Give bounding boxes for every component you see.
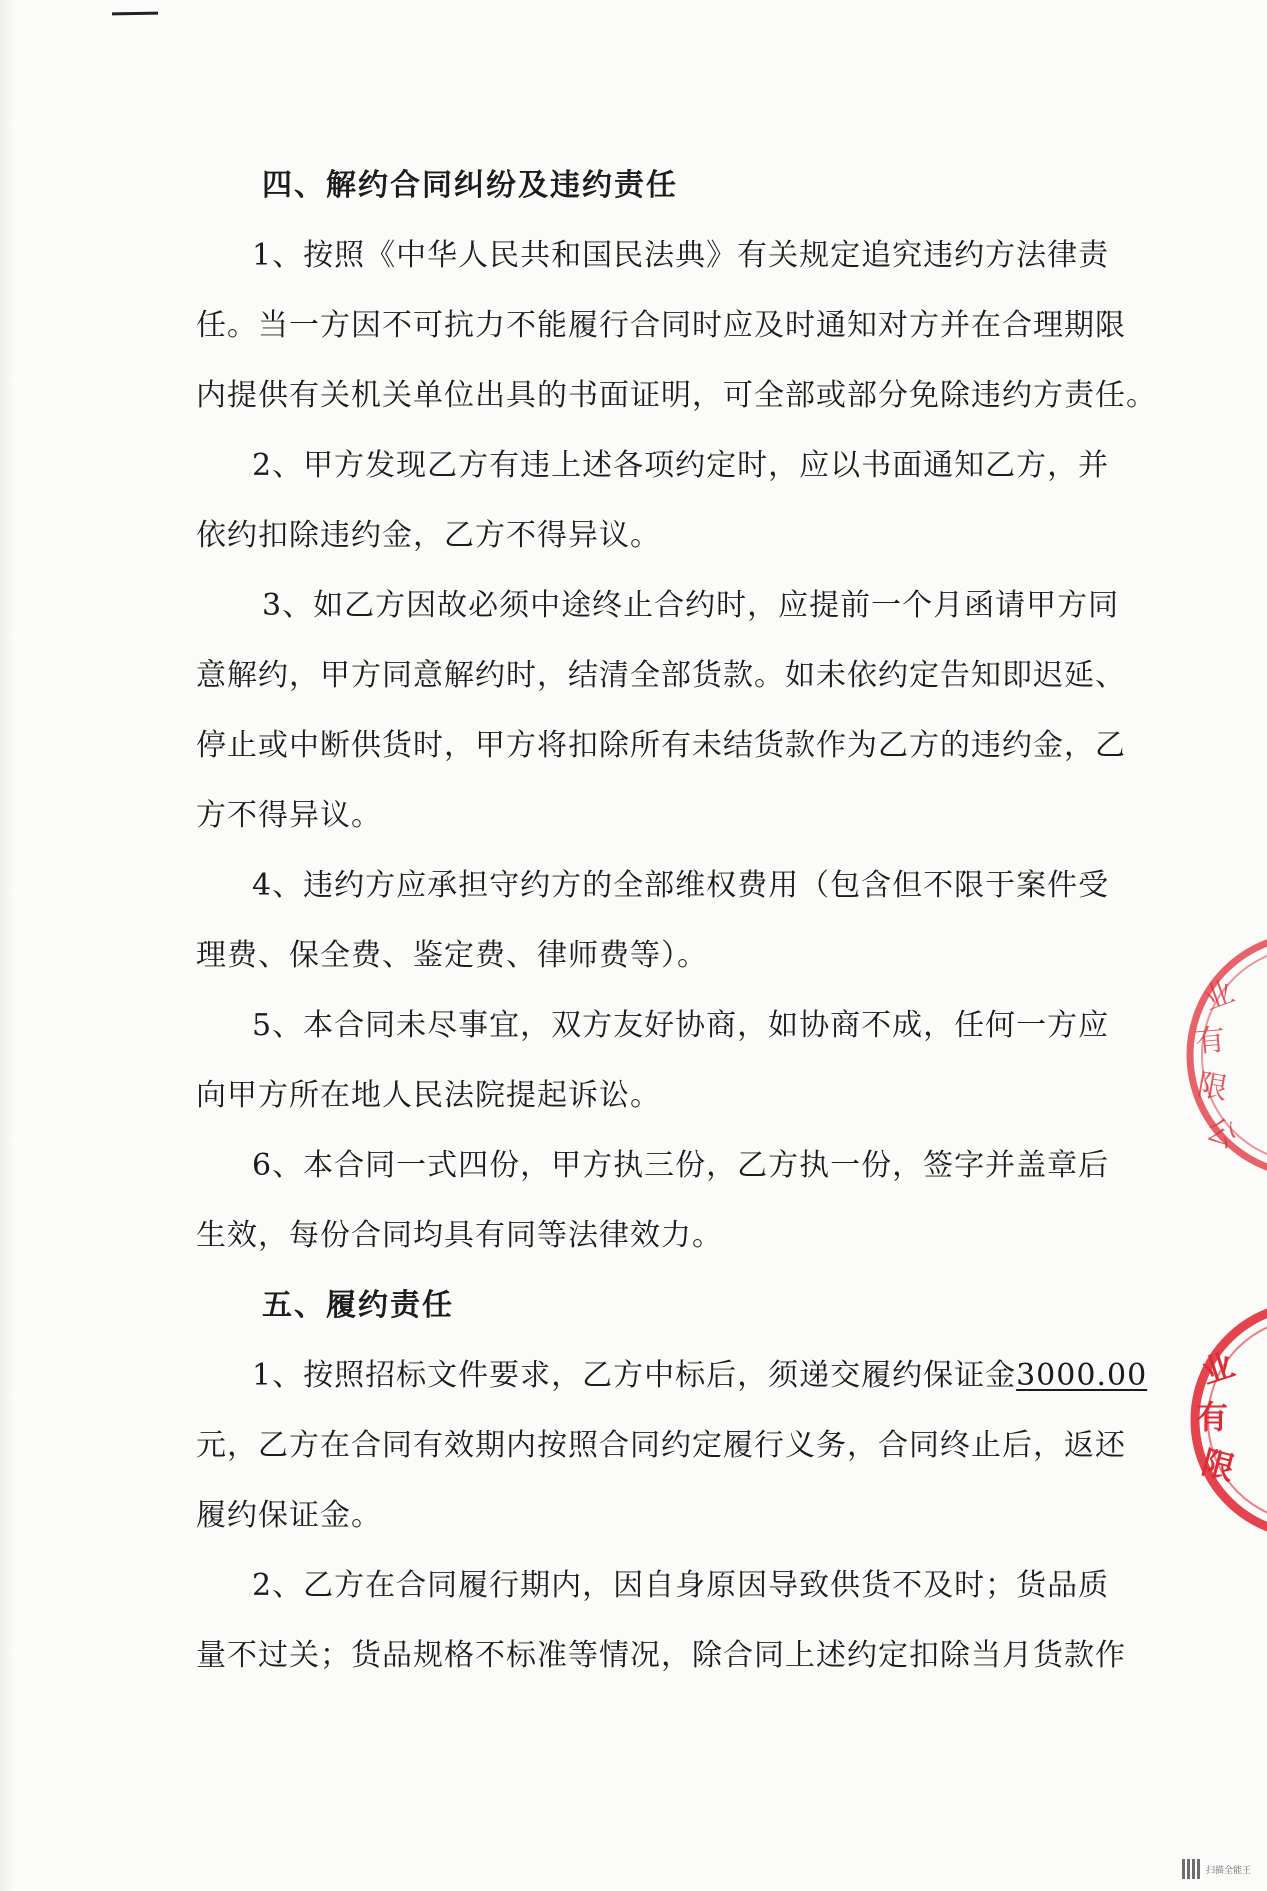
section-4-title: 四、解约合同纠纷及违约责任 (262, 168, 678, 203)
s5-item1-line1 (252, 1356, 1212, 1396)
company-seal-2 (1160, 1300, 1267, 1540)
svg-text:限: 限 (1197, 1443, 1239, 1489)
deposit-amount: 3000.00 (1016, 1358, 1148, 1393)
s4-item3-line4: 方不得异议。 (196, 798, 382, 833)
svg-text:业: 业 (1198, 974, 1239, 1018)
scanner-watermark (1182, 1858, 1262, 1880)
s4-item2-line1: 2、甲方发现乙方有违上述各项约定时，应以书面通知乙方，并 (252, 448, 1110, 483)
watermark-text: 扫描全能王 (1206, 1865, 1252, 1876)
s4-item2-line2: 依约扣除违约金，乙方不得异议。 (196, 518, 661, 553)
scan-artifact-mark (112, 12, 158, 16)
s4-item6-line2: 生效，每份合同均具有同等法律效力。 (196, 1218, 723, 1253)
qr-code-icon (1182, 1859, 1202, 1879)
company-seal-1 (1160, 930, 1267, 1180)
s4-item5-line2: 向甲方所在地人民法院提起诉讼。 (196, 1078, 661, 1113)
s4-item4-line2: 理费、保全费、鉴定费、律师费等）。 (196, 938, 708, 973)
s5-item2-line1: 2、乙方在合同履行期内，因自身原因导致供货不及时；货品质 (252, 1568, 1110, 1603)
s4-item1-line2: 任。当一方因不可抗力不能履行合同时应及时通知对方并在合理期限 (196, 308, 1126, 343)
svg-text:有: 有 (1193, 1022, 1227, 1060)
s4-item6-line1: 6、本合同一式四份，甲方执三份，乙方执一份，签字并盖章后 (252, 1148, 1110, 1183)
s4-item1-line3: 内提供有关机关单位出具的书面证明，可全部或部分免除违约方责任。 (196, 378, 1157, 413)
s4-item3-line1: 3、如乙方因故必须中途终止合约时，应提前一个月函请甲方同 (262, 588, 1120, 623)
svg-text:业: 业 (1196, 1345, 1239, 1392)
svg-text:公: 公 (1200, 1111, 1243, 1156)
s4-item3-line3: 停止或中断供货时，甲方将扣除所有未结货款作为乙方的违约金，乙 (196, 728, 1126, 763)
s5-item1-line3: 履约保证金。 (196, 1498, 382, 1533)
s4-item1-line1: 1、按照《中华人民共和国民法典》有关规定追究违约方法律责 (252, 238, 1110, 273)
svg-text:有: 有 (1196, 1398, 1229, 1436)
scan-edge-shadow (0, 0, 14, 1891)
s5-item1-line2: 元，乙方在合同有效期内按照合同约定履行义务，合同终止后，返还 (196, 1428, 1126, 1463)
svg-text:限: 限 (1194, 1067, 1231, 1108)
s4-item5-line1: 5、本合同未尽事宜，双方友好协商，如协商不成，任何一方应 (252, 1008, 1110, 1043)
s4-item3-line2: 意解约，甲方同意解约时，结清全部货款。如未依约定告知即迟延、 (196, 658, 1126, 693)
s5-item1-line1-text: 1、按照招标文件要求，乙方中标后，须递交履约保证金 (252, 1358, 1017, 1393)
s5-item2-line2: 量不过关；货品规格不标准等情况，除合同上述约定扣除当月货款作 (196, 1638, 1126, 1673)
s4-item4-line1: 4、违约方应承担守约方的全部维权费用（包含但不限于案件受 (252, 868, 1110, 903)
section-5-title: 五、履约责任 (262, 1288, 454, 1323)
